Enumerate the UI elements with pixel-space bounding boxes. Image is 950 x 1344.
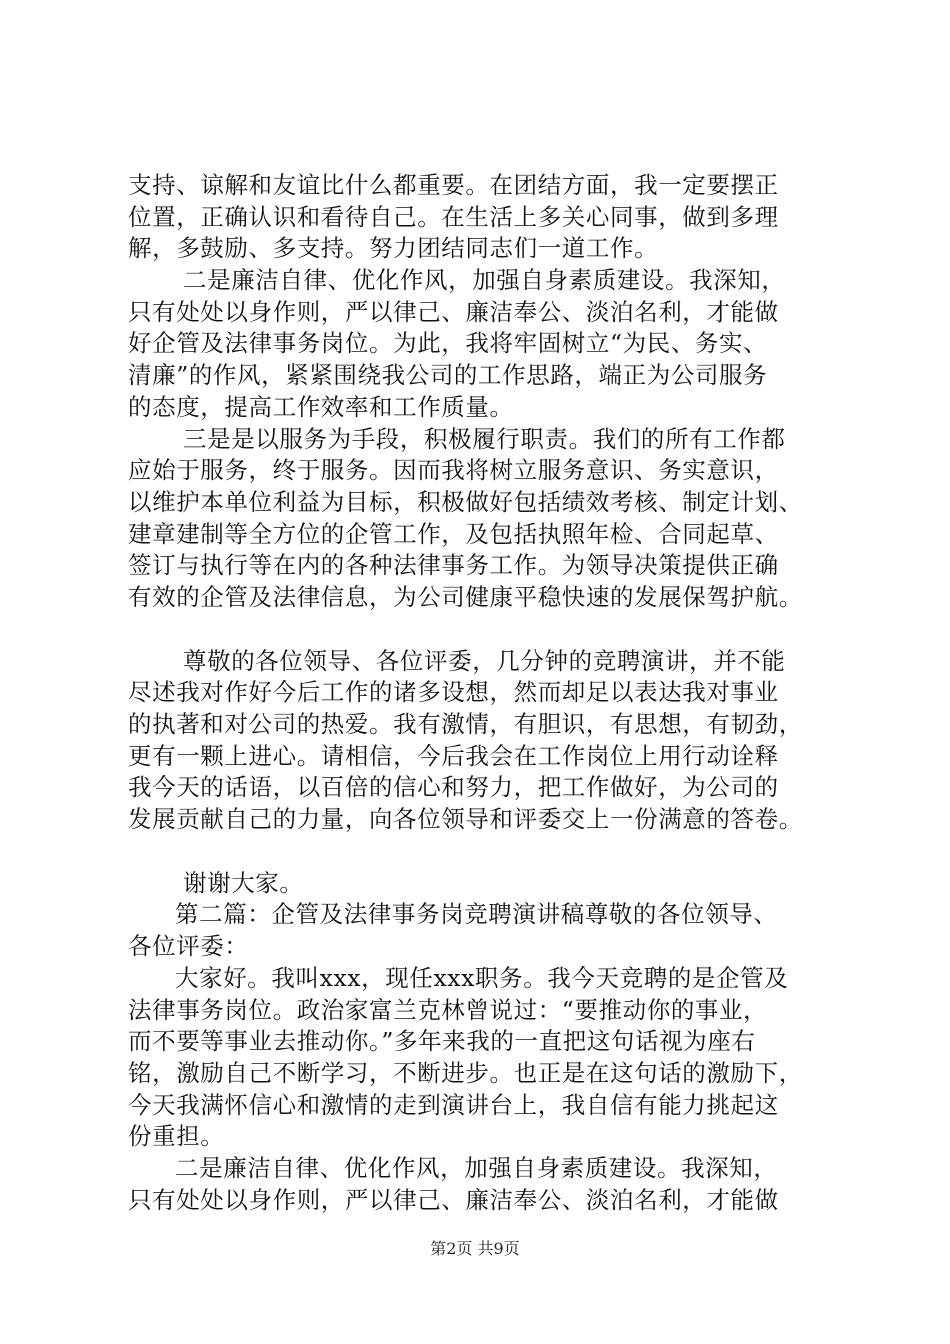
page-number-footer: 第2页 共9页 xyxy=(430,1239,520,1258)
text-line: 的态度，提高工作效率和工作质量。 xyxy=(128,392,514,421)
text-line: 尽述我对作好今后工作的诸多设想，然而却足以表达我对事业 xyxy=(128,678,779,707)
paragraph-line: 二是廉洁自律、优化作风，加强自身素质建设。我深知， xyxy=(175,1153,778,1182)
text-line: 我今天的话语，以百倍的信心和努力，把工作做好，为公司的 xyxy=(128,773,779,802)
text-line: 建章建制等全方位的企管工作，及包括执照年检、合同起草、 xyxy=(128,519,779,548)
text-line: 有效的企管及法律信息，为公司健康平稳快速的发展保驾护航。 xyxy=(128,582,803,611)
text-line: 今天我满怀信心和激情的走到演讲台上，我自信有能力挑起这 xyxy=(128,1090,779,1119)
text-line: 只有处处以身作则，严以律己、廉洁奉公、淡泊名利，才能做 xyxy=(128,297,779,326)
document-body xyxy=(128,170,840,1216)
paragraph-gap xyxy=(128,836,840,868)
text-line: 解，多鼓励、多支持。努力团结同志们一道工作。 xyxy=(128,234,659,263)
text-line: 应始于服务，终于服务。因而我将树立服务意识、务实意识， xyxy=(128,456,779,485)
paragraph-line: 尊敬的各位领导、各位评委，几分钟的竞聘演讲，并不能 xyxy=(183,646,786,675)
paragraph-line: 二是廉洁自律、优化作风，加强自身素质建设。我深知， xyxy=(183,266,786,295)
text-line: 位置，正确认识和看待自己。在生活上多关心同事，做到多理 xyxy=(128,202,779,231)
text-line: 清廉”的作风，紧紧围绕我公司的工作思路，端正为公司服务 xyxy=(128,361,768,390)
text-line: 发展贡献自己的力量，向各位领导和评委交上一份满意的答卷。 xyxy=(128,805,803,834)
text-line: 签订与执行等在内的各种法律事务工作。为领导决策提供正确 xyxy=(128,551,779,580)
paragraph-line: 第二篇：企管及法律事务岗竞聘演讲稿尊敬的各位领导、 xyxy=(175,900,778,929)
paragraph-gap xyxy=(128,614,840,646)
paragraph-line: 谢谢大家。 xyxy=(183,868,304,897)
text-line: 法律事务岗位。政治家富兰克林曾说过：“要推动你的事业， xyxy=(128,995,768,1024)
text-line: 而不要等事业去推动你。”多年来我的一直把这句话视为座右 xyxy=(128,1027,756,1056)
text-line: 以维护本单位利益为目标，积极做好包括绩效考核、制定计划、 xyxy=(128,487,803,516)
text-line: 好企管及法律事务岗位。为此，我将牢固树立“为民、务实、 xyxy=(128,329,768,358)
text-line: 的执著和对公司的热爱。我有激情，有胆识，有思想，有韧劲， xyxy=(128,710,803,738)
paragraph-line: 三是是以服务为手段，积极履行职责。我们的所有工作都 xyxy=(183,424,786,453)
text-line: 各位评委： xyxy=(128,932,249,961)
paragraph-line: 大家好。我叫xxx，现任xxx职务。我今天竞聘的是企管及 xyxy=(175,963,789,992)
text-line: 铭，激励自己不断学习，不断进步。也正是在这句话的激励下， xyxy=(128,1058,803,1087)
text-line: 份重担。 xyxy=(128,1122,225,1151)
text-line: 更有一颗上进心。请相信，今后我会在工作岗位上用行动诠释 xyxy=(128,741,779,770)
text-line: 只有处处以身作则，严以律己、廉洁奉公、淡泊名利，才能做 xyxy=(128,1185,779,1214)
text-line: 支持、谅解和友谊比什么都重要。在团结方面，我一定要摆正 xyxy=(128,171,779,199)
